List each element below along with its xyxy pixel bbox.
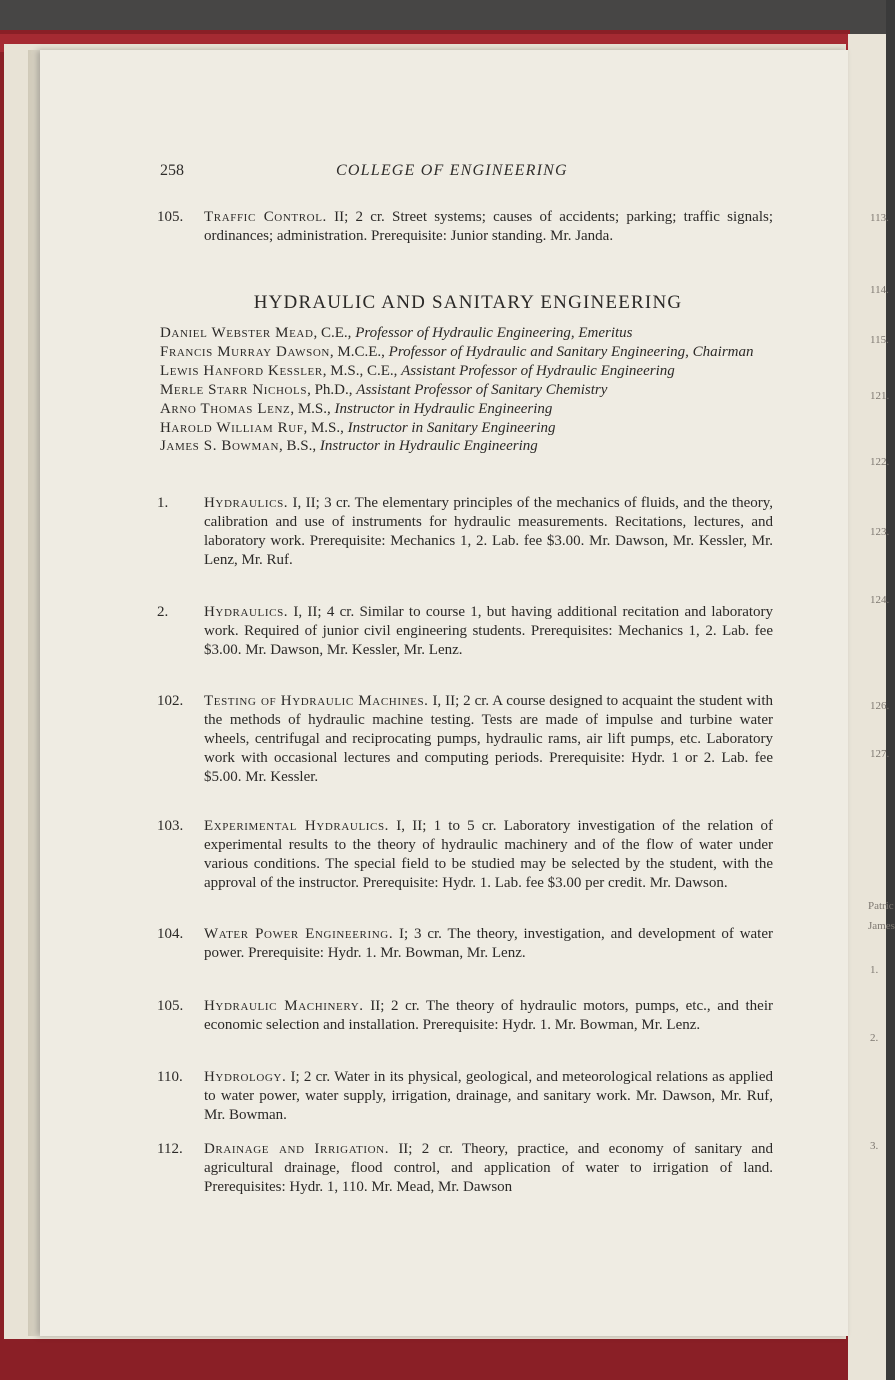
adjacent-page-mark: 2.	[870, 1032, 879, 1044]
course-entry	[157, 603, 773, 660]
faculty-member	[160, 381, 776, 400]
faculty-name: Harold William Ruf	[160, 419, 304, 436]
section-heading: HYDRAULIC AND SANITARY ENGINEERING	[253, 292, 683, 313]
adjacent-page-mark: 1.	[870, 964, 879, 976]
course-number: 2.	[157, 604, 169, 620]
adjacent-page-mark: 3.	[870, 1140, 879, 1152]
course-title: Experimental Hydraulics.	[204, 818, 390, 834]
course-entry	[157, 1140, 773, 1197]
faculty-title: Assistant Professor of Sanitary Chemistry	[356, 381, 608, 398]
running-title: COLLEGE OF ENGINEERING	[336, 162, 568, 179]
faculty-name: Merle Starr Nichols	[160, 381, 308, 398]
faculty-title: Instructor in Hydraulic Engineering	[334, 400, 553, 417]
course-entry	[157, 817, 773, 893]
course-title: Hydrology.	[204, 1069, 287, 1085]
course-number: 104.	[157, 926, 184, 942]
course-number: 105.	[157, 209, 184, 225]
course-number: 103.	[157, 818, 184, 834]
faculty-degrees: , M.S.,	[290, 400, 335, 417]
course-description: I; 2 cr. Water in its physical, geological, and meteorological relations as applied to water power, water supply, irrigation, drainage, and sanitary work. Mr. Dawson, Mr. Ruf, Mr. Bowman.	[204, 1069, 774, 1123]
course-entry	[157, 494, 773, 570]
adjacent-page-mark: 121.	[870, 390, 890, 402]
faculty-title: Professor of Hydraulic Engineering, Emeritus	[355, 325, 633, 341]
faculty-member	[160, 400, 776, 419]
course-number: 102.	[157, 693, 184, 709]
faculty-title: Instructor in Sanitary Engineering	[347, 419, 556, 436]
faculty-name: Daniel Webster Mead	[160, 325, 314, 341]
course-title: Hydraulic Machinery.	[204, 998, 364, 1014]
course-description: II; 2 cr. The theory of hydraulic motors, pumps, etc., and their economic selection and installation. Prerequisite: Hydr. 1. Mr. Bowman, Mr. Lenz.	[204, 998, 774, 1033]
course-title: Water Power Engineering.	[204, 926, 394, 942]
faculty-name: Francis Murray Dawson	[160, 343, 330, 360]
course-entry	[157, 692, 773, 787]
course-title: Drainage and Irrigation.	[204, 1141, 390, 1157]
faculty-title: Assistant Professor of Hydraulic Engineering	[401, 362, 675, 379]
course-description: I; 3 cr. The theory, investigation, and development of water power. Prerequisite: Hydr. 1. Mr. Bowman, Mr. Lenz.	[204, 926, 774, 961]
course-title: Hydraulics.	[204, 495, 289, 511]
faculty-list	[160, 324, 776, 456]
course-description: I, II; 1 to 5 cr. Laboratory investigation of the relation of experimental results to the theory of hydraulic machinery and of the flow of water under various conditions. The special field to be studied may be selected by the student, with the approval of the instructor. Prerequisite: Hydr. 1. Lab. fee $3.00 per credit. Mr. Dawson.	[204, 818, 774, 891]
course-title: Hydraulics.	[204, 604, 289, 620]
adjacent-page-mark: 122.	[870, 456, 890, 468]
course-number: 112.	[157, 1141, 183, 1157]
course-description: I, II; 2 cr. A course designed to acquaint the student with the methods of hydraulic machine testing. Tests are made of impulse and turbine water wheels, centrifugal and reciprocating pumps, hydraulic rams, air lift pumps, etc. Laboratory work with occasional lectures and computing periods. Prerequisite: Hydr. 1 or 2. Lab. fee $5.00. Mr. Kessler.	[204, 693, 773, 785]
page-number: 258	[160, 162, 184, 179]
course-description: II; 2 cr. Theory, practice, and economy of sanitary and agricultural drainage, flood control, and application of water to irrigation of land. Prerequisites: Hydr. 1, 110. Mr. Mead, Mr. Dawson	[204, 1141, 773, 1195]
faculty-degrees: , M.C.E.,	[329, 343, 389, 360]
course-description: I, II; 3 cr. The elementary principles of the mechanics of fluids, and the theory, calibration and use of instruments for hydraulic measurements. Recitations, lectures, and laboratory work. Prerequisite: Mechanics 1, 2. Lab. fee $3.00. Mr. Dawson, Mr. Kessler, Mr. Lenz, Mr. Ruf.	[204, 495, 774, 568]
course-number: 1.	[157, 495, 169, 511]
faculty-title: Instructor in Hydraulic Engineering	[319, 438, 538, 455]
adjacent-page-mark: 126.	[870, 700, 890, 712]
adjacent-page-mark: 124.	[870, 594, 890, 606]
faculty-degrees: , B.S.,	[279, 438, 320, 455]
faculty-member	[160, 324, 776, 343]
faculty-member	[160, 362, 776, 381]
course-entry	[157, 1068, 773, 1125]
adjacent-page-mark: James	[868, 920, 895, 932]
faculty-name: Arno Thomas Lenz	[160, 400, 291, 417]
faculty-degrees: , M.S.,	[303, 419, 348, 436]
adjacent-page-mark: 114.	[870, 284, 889, 296]
adjacent-page-mark: 127.	[870, 748, 890, 760]
adjacent-page-mark: 113.	[870, 212, 889, 224]
faculty-member	[160, 343, 776, 362]
adjacent-page-mark: 123.	[870, 526, 890, 538]
course-entry	[157, 997, 773, 1035]
adjacent-page-mark: Patric	[868, 900, 894, 912]
adjacent-page-mark: 115.	[870, 334, 889, 346]
faculty-degrees: , Ph.D.,	[307, 381, 357, 398]
adjacent-page-strip	[848, 34, 895, 1380]
course-title: Testing of Hydraulic Machines.	[204, 693, 429, 709]
course-number: 110.	[157, 1069, 183, 1085]
course-description: I, II; 4 cr. Similar to course 1, but having additional recitation and laboratory work. Required of junior civil engineering students. Prerequisites: Mechanics 1, 2. Lab. fee $3.00. Mr. Dawson, Mr. Kessler, Mr. Lenz.	[204, 604, 774, 658]
faculty-name: Lewis Hanford Kessler	[160, 362, 323, 379]
course-description: II; 2 cr. Street systems; causes of accidents; parking; traffic signals; ordinances; administration. Prerequisite: Junior standing. Mr. Janda.	[204, 209, 774, 244]
faculty-degrees: , C.E.,	[313, 325, 356, 341]
course-number: 105.	[157, 998, 184, 1014]
course-title: Traffic Control.	[204, 209, 327, 225]
scan-background-top	[0, 0, 886, 34]
course-entry	[157, 925, 773, 963]
faculty-member	[160, 437, 776, 456]
faculty-title: Professor of Hydraulic and Sanitary Engineering, Chairman	[388, 343, 754, 360]
faculty-name: James S. Bowman	[160, 438, 279, 455]
course-entry	[157, 208, 773, 246]
faculty-degrees: , M.S., C.E.,	[322, 362, 402, 379]
faculty-member	[160, 419, 776, 438]
